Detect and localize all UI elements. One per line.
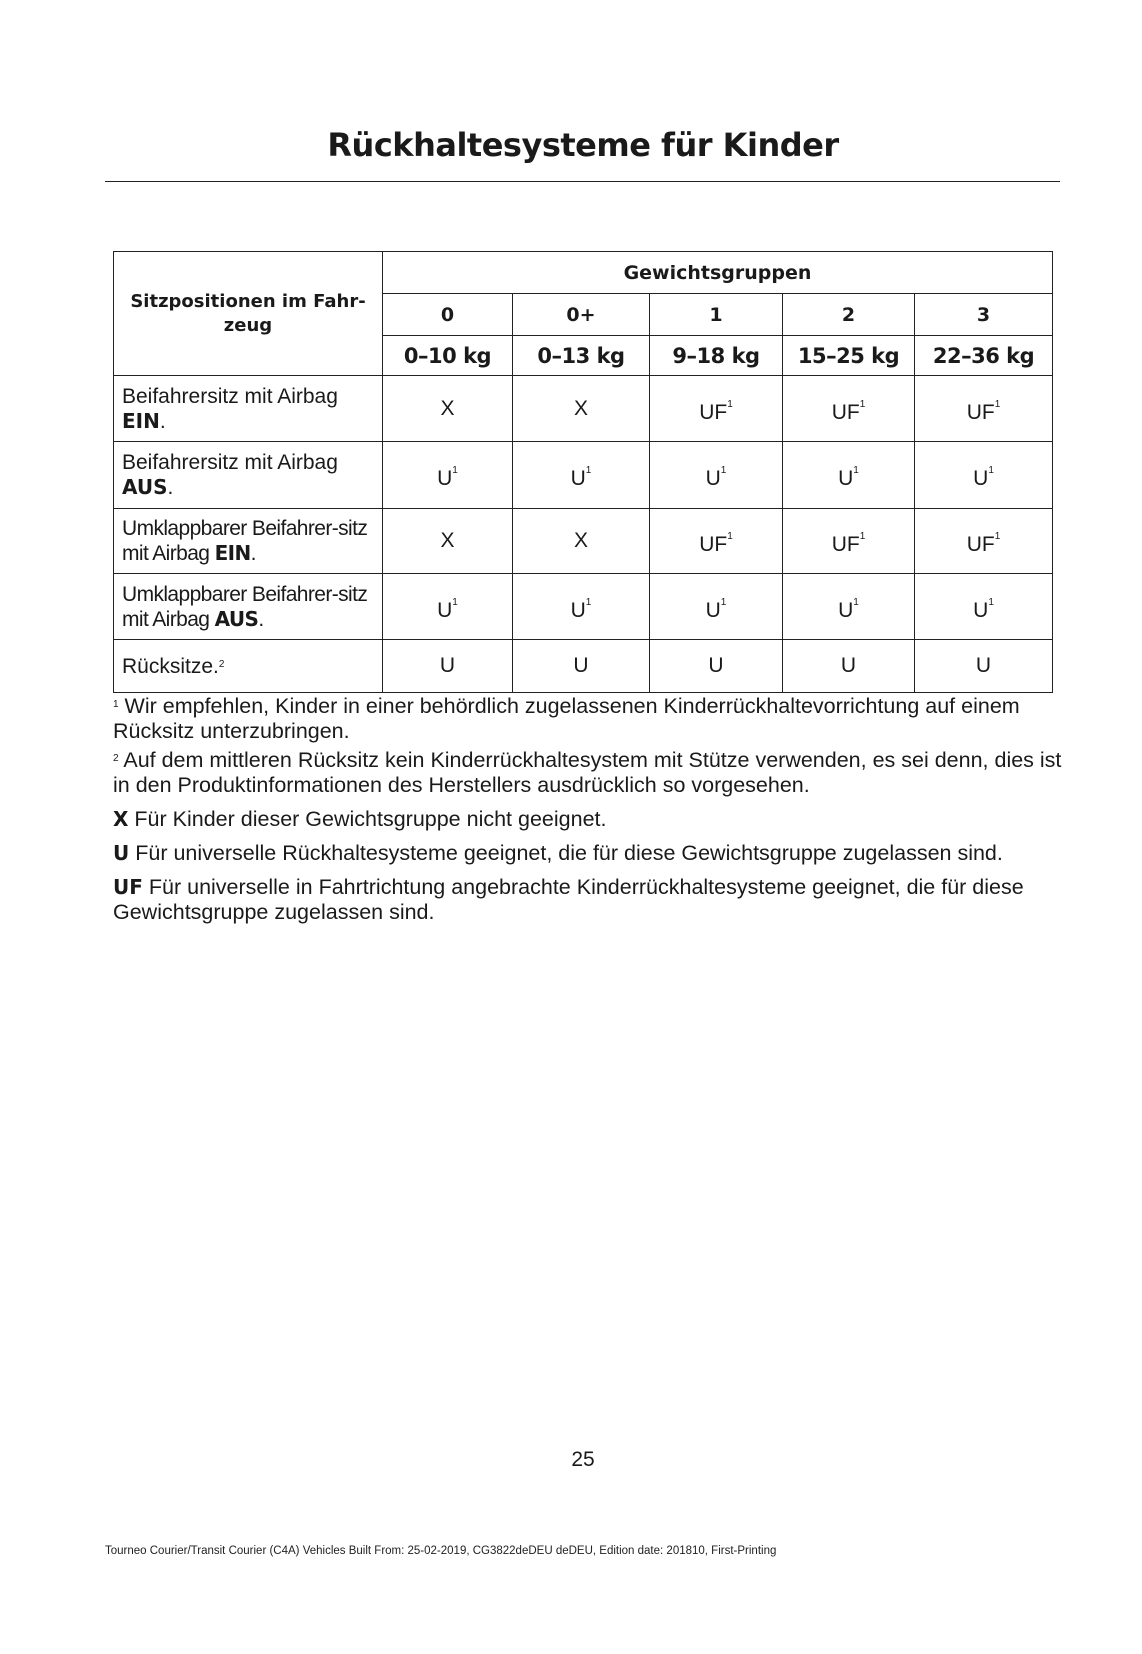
legend-text: Für Kinder dieser Gewichtsgruppe nicht geeignet. bbox=[134, 807, 607, 831]
footnote-ref: 1 bbox=[452, 465, 458, 476]
suitability-code: U bbox=[838, 598, 854, 622]
legend-text: Für universelle in Fahrtrichtung angebrachte Kinderrückhaltesysteme geeignet, die für diese Gewichtsgruppe zugelassen sind. bbox=[113, 875, 1024, 924]
footnote-ref: 1 bbox=[859, 398, 866, 410]
suitability-code: X bbox=[440, 396, 455, 420]
weight-range: 9–18 kg bbox=[650, 336, 783, 376]
weight-groups-header: Gewichtsgruppen bbox=[383, 252, 1053, 294]
suitability-cell bbox=[915, 509, 1053, 574]
suitability-code: X bbox=[440, 529, 455, 552]
suitability-code: U bbox=[975, 654, 992, 677]
footnote-ref: 1 bbox=[994, 398, 1001, 410]
suitability-code: U bbox=[705, 598, 721, 622]
footnote-mark: 1 bbox=[113, 699, 119, 710]
suitability-code: X bbox=[573, 529, 588, 552]
footnote-text: Auf dem mittleren Rücksitz kein Kinderrückhaltesystem mit Stütze verwenden, es sei denn, dies ist in den Produktinformationen des Herstellers ausdrücklich so vorgesehen. bbox=[113, 748, 1062, 797]
seat-position bbox=[114, 509, 383, 574]
legend-text: Für universelle Rückhaltesysteme geeignet, die für diese Gewichtsgruppe zugelassen sind. bbox=[135, 841, 1003, 865]
footnote-mark: 2 bbox=[113, 753, 119, 764]
footnote-ref: 1 bbox=[720, 465, 727, 476]
notes bbox=[113, 694, 1063, 934]
suitability-cell bbox=[383, 574, 513, 640]
footnote-ref: 1 bbox=[585, 465, 592, 476]
table-row bbox=[114, 640, 1053, 693]
suitability-code: UF bbox=[966, 533, 995, 556]
seat-position-header: Sitzpositionen im Fahr-zeug bbox=[114, 252, 383, 376]
seat-label: Beifahrersitz mit Airbag bbox=[122, 451, 338, 474]
airbag-state: EIN bbox=[122, 408, 160, 433]
suitability-cell bbox=[650, 640, 783, 693]
table-row bbox=[114, 442, 1053, 509]
suitability-cell bbox=[915, 574, 1053, 640]
suitability-code: UF bbox=[699, 400, 728, 424]
suitability-cell bbox=[513, 442, 650, 509]
seat-position bbox=[114, 574, 383, 640]
suitability-code: U bbox=[973, 467, 989, 490]
suitability-code: U bbox=[570, 598, 586, 622]
footnote-ref: 2 bbox=[218, 658, 225, 670]
suitability-code: U bbox=[838, 467, 854, 490]
suitability-code: U bbox=[439, 654, 456, 677]
suitability-code: U bbox=[705, 467, 721, 490]
label-suffix: . bbox=[167, 476, 174, 499]
suitability-cell bbox=[650, 509, 783, 574]
legend-key: UF bbox=[113, 875, 143, 899]
suitability-code: UF bbox=[699, 533, 728, 556]
suitability-cell bbox=[650, 442, 783, 509]
group-header: 0 bbox=[383, 294, 513, 336]
airbag-state: AUS bbox=[122, 475, 168, 499]
suitability-cell bbox=[783, 640, 915, 693]
footnote-ref: 1 bbox=[452, 596, 458, 608]
footnote-ref: 1 bbox=[853, 596, 859, 608]
footnote-1 bbox=[113, 694, 1063, 744]
child-seat-table bbox=[113, 251, 1053, 693]
group-header: 2 bbox=[783, 294, 915, 336]
label-suffix: . bbox=[250, 542, 256, 565]
suitability-cell bbox=[513, 376, 650, 442]
label-suffix: . bbox=[159, 409, 166, 433]
page-title: Rückhaltesysteme für Kinder bbox=[327, 126, 839, 164]
footnote-ref: 1 bbox=[853, 465, 859, 476]
suitability-cell bbox=[513, 574, 650, 640]
suitability-cell bbox=[513, 509, 650, 574]
group-header: 1 bbox=[650, 294, 783, 336]
footnote-text: Wir empfehlen, Kinder in einer behördlich zugelassenen Kinderrückhaltevorrichtung auf einem Rücksitz unterzubringen. bbox=[113, 694, 1020, 743]
suitability-cell bbox=[650, 574, 783, 640]
suitability-cell bbox=[783, 509, 915, 574]
page-number: 25 bbox=[571, 1448, 595, 1471]
suitability-cell bbox=[915, 376, 1053, 442]
title-divider bbox=[105, 181, 1060, 182]
seat-label: Rücksitze. bbox=[122, 654, 219, 678]
seat-label: Umklappbarer Beifahrer-sitz mit Airbag bbox=[122, 517, 368, 565]
suitability-code: U bbox=[708, 654, 724, 677]
suitability-code: U bbox=[437, 598, 453, 622]
table-row bbox=[114, 376, 1053, 442]
seat-position bbox=[114, 442, 383, 509]
footnote-2 bbox=[113, 748, 1063, 798]
suitability-code: UF bbox=[831, 400, 860, 424]
seat-position bbox=[114, 376, 383, 442]
suitability-code: U bbox=[573, 654, 589, 677]
weight-range: 22–36 kg bbox=[915, 336, 1053, 376]
seat-position bbox=[114, 640, 383, 693]
suitability-cell bbox=[383, 442, 513, 509]
suitability-cell bbox=[650, 376, 783, 442]
seat-label: Beifahrersitz mit Airbag bbox=[122, 384, 338, 408]
suitability-cell bbox=[383, 640, 513, 693]
weight-range: 0–10 kg bbox=[383, 336, 513, 376]
footnote-ref: 1 bbox=[727, 531, 733, 542]
label-suffix: . bbox=[258, 607, 264, 631]
suitability-code: U bbox=[973, 598, 989, 622]
suitability-cell bbox=[783, 376, 915, 442]
weight-range: 0–13 kg bbox=[513, 336, 650, 376]
suitability-cell bbox=[783, 574, 915, 640]
airbag-state: EIN bbox=[214, 541, 251, 565]
table-row bbox=[114, 509, 1053, 574]
suitability-code: U bbox=[437, 467, 453, 490]
seat-label: Umklappbarer Beifahrer-sitz mit Airbag bbox=[122, 582, 368, 631]
group-header: 0+ bbox=[513, 294, 650, 336]
footnote-ref: 1 bbox=[994, 531, 1001, 542]
suitability-code: U bbox=[570, 467, 586, 490]
suitability-cell bbox=[915, 442, 1053, 509]
suitability-cell bbox=[383, 376, 513, 442]
suitability-code: UF bbox=[966, 400, 995, 424]
table-row bbox=[114, 574, 1053, 640]
legend-uf bbox=[113, 875, 1063, 925]
footnote-ref: 1 bbox=[727, 398, 733, 410]
suitability-code: X bbox=[573, 396, 588, 420]
suitability-code: U bbox=[840, 654, 857, 677]
legend-x bbox=[113, 807, 1063, 832]
suitability-cell bbox=[915, 640, 1053, 693]
weight-range: 15–25 kg bbox=[783, 336, 915, 376]
suitability-cell bbox=[513, 640, 650, 693]
legend-u bbox=[113, 841, 1063, 866]
document-footer: Tourneo Courier/Transit Courier (C4A) Vehicles Built From: 25-02-2019, CG3822deDEU deDEU, Edition date: 201810, First-Printing bbox=[105, 1545, 777, 1557]
footnote-ref: 1 bbox=[720, 596, 727, 608]
group-header: 3 bbox=[915, 294, 1053, 336]
legend-key: U bbox=[113, 841, 130, 865]
airbag-state: AUS bbox=[214, 606, 259, 631]
suitability-code: UF bbox=[831, 533, 860, 556]
footnote-ref: 1 bbox=[859, 531, 866, 542]
footnote-ref: 1 bbox=[988, 465, 994, 476]
suitability-cell bbox=[383, 509, 513, 574]
suitability-cell bbox=[783, 442, 915, 509]
footnote-ref: 1 bbox=[988, 596, 994, 608]
footnote-ref: 1 bbox=[585, 596, 592, 608]
legend-key: X bbox=[113, 807, 129, 831]
